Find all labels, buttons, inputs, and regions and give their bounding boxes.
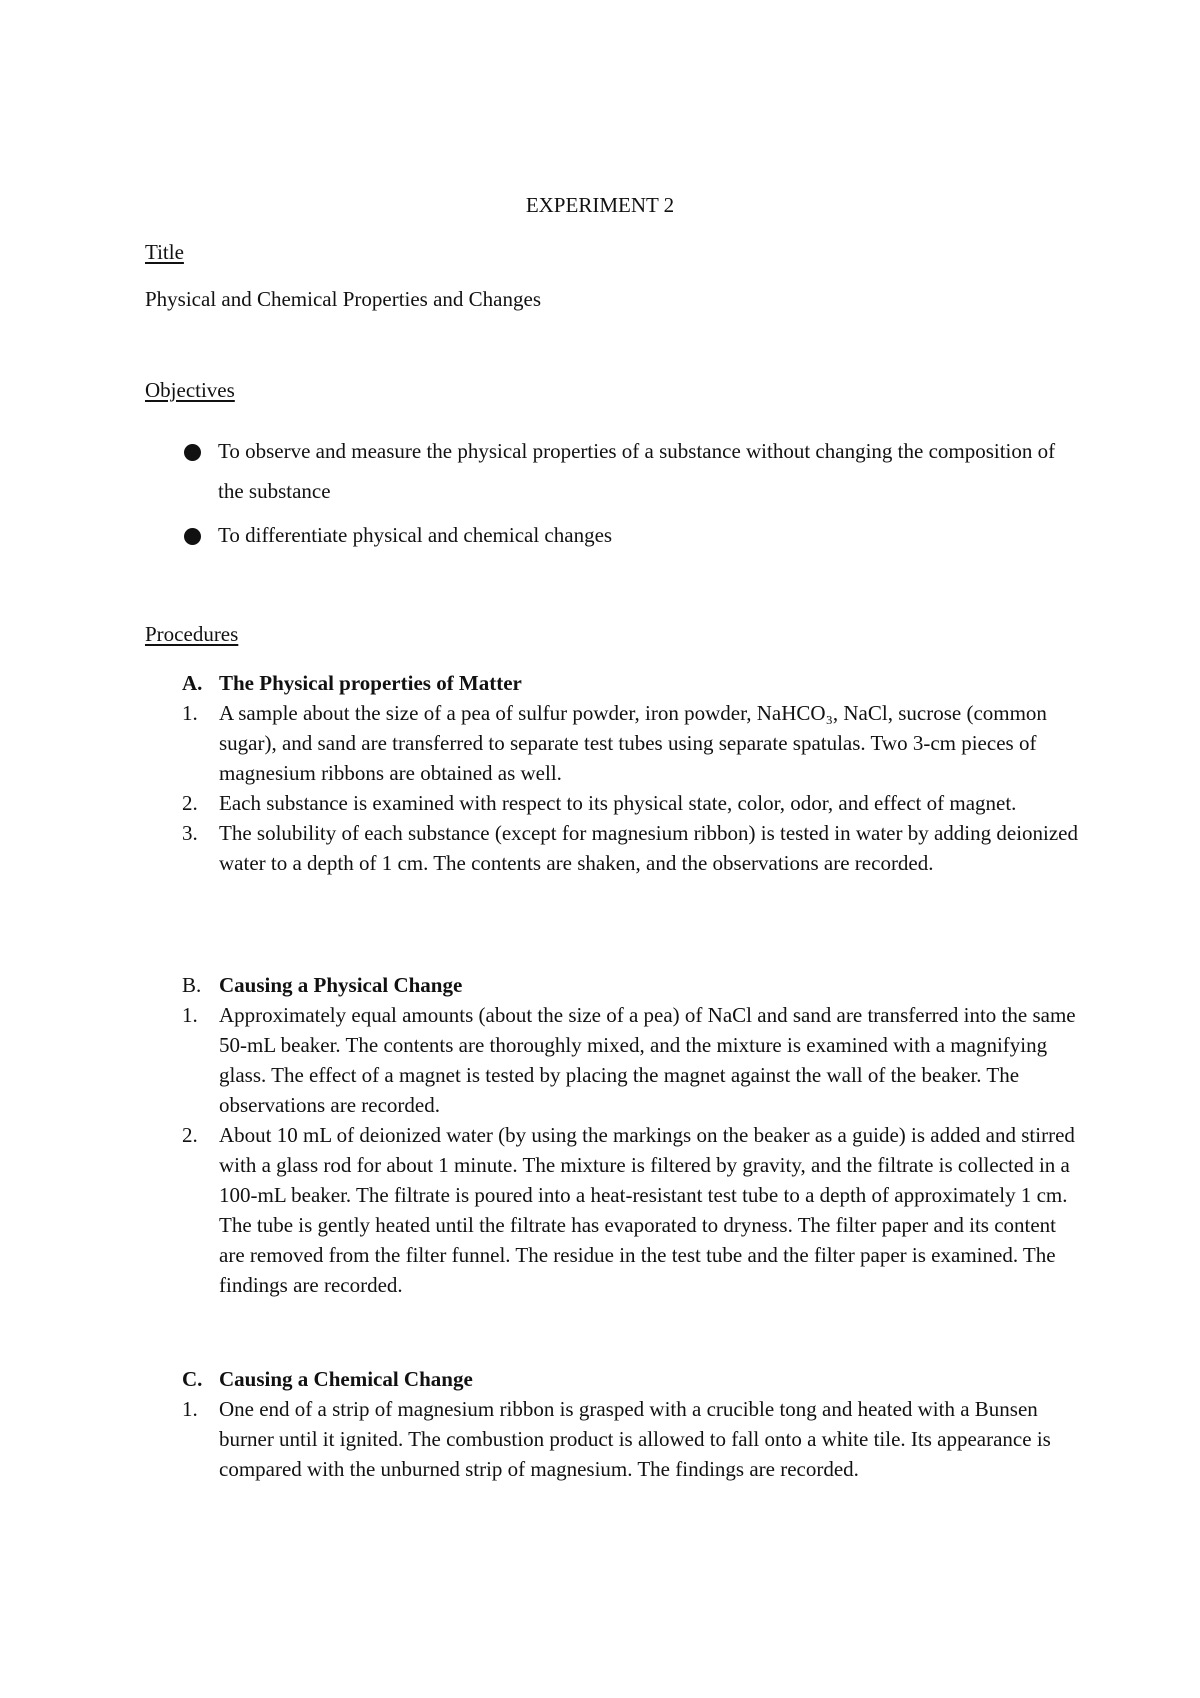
objective-item-2: To differentiate physical and chemical changes (218, 523, 613, 547)
list-item: 1. One end of a strip of magnesium ribbon is grasped with a crucible tong and heated with a Bunsen burner until it ignited. The combustion product is allowed to fall onto a white tile. Its appearance is compared with the unburned strip of magnesium. The findings are recorded. (182, 1397, 1051, 1481)
bullet-icon (184, 444, 201, 461)
title-label: Title (145, 240, 184, 264)
step-text: Each substance is examined with respect to its physical state, color, odor, and effect of magnet. (219, 791, 1017, 815)
step-text: Approximately equal amounts (about the size of a pea) of NaCl and sand are transferred into the same 50-mL beaker. The contents are thoroughly mixed, and the mixture is examined with a magnifying glass. The effect of a magnet is tested by placing the magnet against the wall of the beaker. The observations are recorded. (219, 1003, 1076, 1117)
section-letter: B. (182, 973, 202, 997)
step-text: About 10 mL of deionized water (by using the markings on the beaker as a guide) is added and stirred with a glass rod for about 1 minute. The mixture is filtered by gravity, and the filtrate is collected in a 100-mL beaker. The filtrate is poured into a heat-resistant test tube to a depth of approximately 1 cm. The tube is gently heated until the filtrate has evaporated to dryness. The filter paper and its content are removed from the filter funnel. The residue in the test tube and the filter paper is examined. The findings are recorded. (219, 1123, 1075, 1297)
list-item: 1. A sample about the size of a pea of sulfur powder, iron powder, NaHCO₃, NaCl, sucrose (common sugar), and sand are transferred to separate test tubes using separate spatulas. Two 3-cm pieces of magnesium ribbons are obtained as well. (182, 701, 1047, 785)
list-item: 2. Each substance is examined with respect to its physical state, color, odor, and effect of magnet. (182, 791, 1017, 815)
procedures-label: Procedures (145, 622, 239, 646)
section-letter: A. (182, 671, 203, 695)
list-item: 3. The solubility of each substance (except for magnesium ribbon) is tested in water by adding deionized water to a depth of 1 cm. The contents are shaken, and the observations are recorded. (182, 821, 1079, 875)
section-title: The Physical properties of Matter (219, 671, 522, 695)
bullet-icon (184, 528, 201, 545)
section-letter: C. (182, 1367, 203, 1391)
objectives-label: Objectives (145, 378, 235, 402)
section-a-heading (182, 668, 522, 698)
objective-item-1: To observe and measure the physical properties of a substance without changing the composition of the substance (218, 439, 1056, 503)
section-a-steps (182, 698, 1082, 878)
section-c-heading (182, 1364, 473, 1394)
section-title: Causing a Physical Change (219, 973, 463, 997)
experiment-heading: EXPERIMENT 2 (525, 193, 675, 217)
step-text: The solubility of each substance (except for magnesium ribbon) is tested in water by adding deionized water to a depth of 1 cm. The contents are shaken, and the observations are recorded. (219, 821, 1079, 875)
section-b-heading (182, 970, 462, 1000)
step-text: One end of a strip of magnesium ribbon is grasped with a crucible tong and heated with a Bunsen burner until it ignited. The combustion product is allowed to fall onto a white tile. Its appearance is compared with the unburned strip of magnesium. The findings are recorded. (219, 1397, 1051, 1481)
step-text: A sample about the size of a pea of sulfur powder, iron powder, NaHCO₃, NaCl, sucrose (common sugar), and sand are transferred to separate test tubes using separate spatulas. Two 3-cm pieces of magnesium ribbons are obtained as well. (219, 701, 1047, 785)
list-item: 2. About 10 mL of deionized water (by using the markings on the beaker as a guide) is added and stirred with a glass rod for about 1 minute. The mixture is filtered by gravity, and the filtrate is collected in a 100-mL beaker. The filtrate is poured into a heat-resistant test tube to a depth of approximately 1 cm. The tube is gently heated until the filtrate has evaporated to dryness. The filter paper and its content are removed from the filter funnel. The residue in the test tube and the filter paper is examined. The findings are recorded. (182, 1123, 1075, 1297)
section-b-steps (182, 1000, 1082, 1300)
section-c-steps (182, 1394, 1082, 1484)
list-item: 1. Approximately equal amounts (about the size of a pea) of NaCl and sand are transferred into the same 50-mL beaker. The contents are thoroughly mixed, and the mixture is examined with a magnifying glass. The effect of a magnet is tested by placing the magnet against the wall of the beaker. The observations are recorded. (182, 1003, 1076, 1117)
title-text: Physical and Chemical Properties and Changes (145, 287, 541, 311)
section-title: Causing a Chemical Change (219, 1367, 473, 1391)
